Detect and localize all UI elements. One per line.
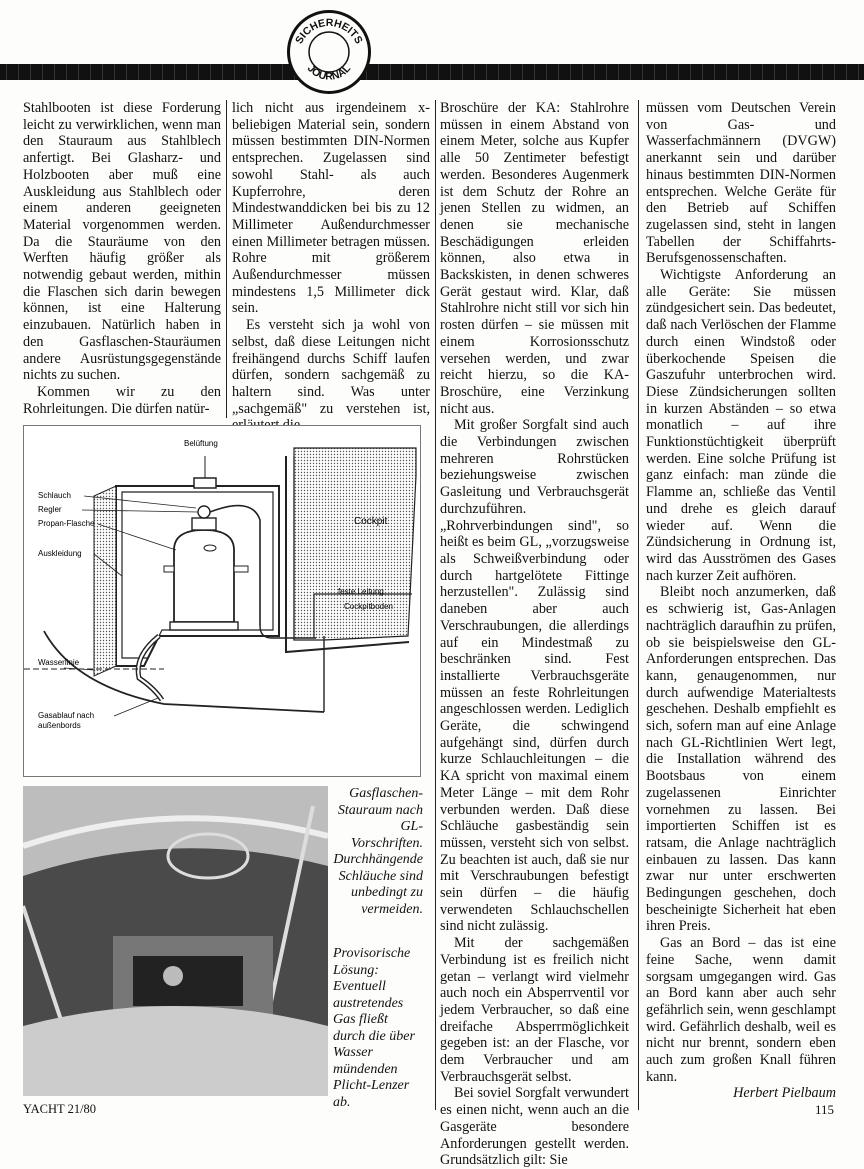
- cockpit-photo: [23, 786, 328, 1096]
- paragraph: Gas an Bord – das ist eine feine Sache, wenn damit sorgsam umgegangen wird. Gas an Bord kann aber auch sehr gefährlich sein, wenn geschlampt wird. Gefährlich deshalb, weil es nicht nur brennt, sondern eben auch zum großen Knall führen kann.: [646, 935, 836, 1085]
- paragraph: Wichtigste Anforderung an alle Geräte: Sie müssen zündgesichert sein. Das bedeutet, daß nach Verlöschen der Flamme durch einen Windstoß oder überkochende Speisen die Gaszufuhr unterbrochen wird. Diese Zündsicherungen sollten in kurzen Abständen – so etwa monatlich – auf ihre Funktionstüchtigkeit überprüft werden. Eine solche Prüfung ist ganz einfach: man zünde die Flamme an, schließe das Ventil und drehe es gleich darauf wieder auf. Wenn die Zündsicherung in Ordnung ist, wird das Ausströmen des Gases nach kurzer Zeit aufhören.: [646, 267, 836, 584]
- paragraph: müssen vom Deutschen Verein von Gas- und Wasserfachmännern (DVGW) anerkannt sein und darüber hinaus bestimmten DIN-Normen entsprechen. Welche Geräte für den Betrieb auf Schiffen zugelassen sind, steht in langen Tabellen der Schiffahrts-Berufsgenossenschaften.: [646, 100, 836, 267]
- label-gasablauf-1: Gasablauf nach: [38, 711, 95, 720]
- regulator-icon: [198, 506, 210, 518]
- sicherheits-journal-seal: [287, 10, 371, 94]
- author-signature: Herbert Pielbaum: [733, 1085, 836, 1102]
- label-gasablauf-2: außenbords: [38, 721, 81, 730]
- paragraph: Mit der sachgemäßen Verbindung ist es freilich nicht getan – verlangt wird vielmehr auch noch ein Absperrventil vor jedem Verbraucher, so daß eine dreifache Absperrmöglichkeit gegeben ist: an der Flasche, vor dem Verbraucher und am Verbrauchsgerät selbst.: [440, 935, 629, 1085]
- vent-icon: [194, 478, 216, 488]
- paragraph: Bei soviel Sorgfalt verwundert es einen nicht, wenn auch an die Gasgeräte besondere Anforderungen gestellt werden. Grundsätzlich gilt: Sie: [440, 1085, 629, 1169]
- column-4: [646, 100, 836, 1102]
- column-divider: [435, 100, 436, 1110]
- diagram-caption: Gasflaschen-Stauraum nach GL-Vorschriften. Durchhängende Schläuche sind unbedingt zu vermeiden.: [333, 786, 423, 917]
- label-wasserlinie: Wasserlinie: [38, 658, 80, 667]
- label-belueftung: Belüftung: [184, 439, 218, 448]
- label-feste-leitung: feste Leitung: [338, 587, 384, 596]
- paragraph: Es versteht sich ja wohl von selbst, daß diese Leitungen nicht freihängend durchs Schiff laufen dürfen, sondern sachgemäß zu haltern sind. Was unter „sachgemäß" zu verstehen ist,: [232, 317, 430, 417]
- paragraph: Broschüre der KA: Stahlrohre müssen in einem Abstand von einem Meter, solche aus Kupfer alle 50 Zentimeter befestigt werden. Besonderes Augenmerk ist dem Schutz der Rohre an jenen Stellen zu widmen, an denen sie mechanische Beschädigungen erleiden können, also etwa in Backskisten, in denen schweres Gerät gestaut wird. Klar, daß Stahlrohre nicht still vor sich hin rosten dürfen – sie müssen mit einem Korrosionsschutz versehen werden, und zwar reicht hierzu, so die KA-Broschüre, eine Verzinkung nicht aus.: [440, 100, 629, 417]
- column-divider: [638, 100, 639, 1110]
- label-regler: Regler: [38, 505, 62, 514]
- paragraph: Stahlbooten ist diese Forderung leicht zu verwirklichen, wenn man den Stauraum aus Stahlblech anfertigt. Bei Glasharz- und Holzbooten aber muß eine Auskleidung aus Stahlblech oder einem anderen geeigneten Material vorgenommen werden. Da die Stauräume von den Werften häufig größer als notwendig gebaut werden, mithin die Flaschen sich darin bewegen können, ist eine Halterung einzubauen. Natürlich haben in den Gasflaschen-Stauräumen andere Ausrüstungsgegenstände nichts zu suchen.: [23, 100, 221, 384]
- column-3: [440, 100, 629, 1169]
- cockpit-area: [294, 448, 416, 640]
- label-auskleidung: Auskleidung: [38, 549, 82, 558]
- footer-issue: YACHT 21/80: [23, 1102, 97, 1116]
- paragraph: lich nicht aus irgendeinem x-beliebigen Material sein, sondern müssen bestimmten DIN-Normen entsprechen. Zugelassen sind sowohl Stahl- als auch Kupferrohre, deren Mindestwanddicken bei bis zu 12 Millimeter Außendurchmesser einen Millimeter betragen müssen. Rohre mit größerem Außendurchmesser müssen mindestens 1,5 Millimeter dick sein.: [232, 100, 430, 317]
- paragraph: Kommen wir zu den Rohrleitungen. Die dürfen natür-: [23, 383, 221, 417]
- paragraph: Mit großer Sorgfalt sind auch die Verbindungen zwischen mehreren Rohrstücken beziehungsweise zwischen Gasleitung und Verbrauchsgerät durchzuführen. „Rohrverbindungen sind", so heißt es beim GL, „vorzugsweise als Schweißverbindung oder durch hartgelötete Fittinge herzustellen". Zulässig sind daneben aber auch Verschraubungen, die allerdings auf ein Mindestmaß zu beschränken sind. Fest installierte Verbrauchsgeräte müssen an feste Rohrleitungen angeschlossen werden. Lediglich Geräte, die schwingend aufgehängt sind, dürfen durch kurze Schlauchleitungen – die KA spricht von maximal einem Meter Länge – mit dem Rohr verbunden werden. Daß diese Schläuche gasbeständig sein müssen, versteht sich von selbst. Zu beachten ist auch, daß sie nur mit Verschraubungen befestigt sein dürfen – die häufig verwendeten Schlauchschellen sind nicht zulässig.: [440, 417, 629, 935]
- propane-bottle-icon: [174, 530, 234, 622]
- gas-locker-diagram: [23, 425, 421, 777]
- photo-caption: Provisorische Lösung: Eventuell austretendes Gas fließt durch die über Wasser mündenden Plicht-Lenzer ab.: [333, 946, 415, 1110]
- seal-top-text: SICHERHEITS: [293, 16, 365, 46]
- header-bar: [0, 64, 864, 80]
- page-number: 115: [814, 1102, 834, 1117]
- label-cockpitboden: Cockpitboden: [344, 602, 393, 611]
- label-propan: Propan-Flasche: [38, 519, 95, 528]
- paragraph: Bleibt noch anzumerken, daß es schwierig ist, Gas-Anlagen nachträglich daraufhin zu prüfen, ob sie beispielsweise den GL-Anforderungen entsprechen. Das kann, genaugenommen, nur durch aufwendige Materialtests geschehen. Deshalb empfiehlt es sich, sofern man auf eine Anlage nach GL-Richtlinien Wert legt, die Installation während des Bootsbaus von einem zugelassenen Einrichter vornehmen zu lassen. Bei importierten Schiffen ist es ratsam, die Anlage nachträglich einbauen zu lassen. Das kann zwar nur unter erschwerten Bedingungen geschehen, doch bescheinigte Sicherheit hat eben ihren Preis.: [646, 584, 836, 935]
- column-2: [232, 100, 430, 434]
- seal-bottom-text: JOURNAL: [304, 62, 354, 83]
- label-schlauch: Schlauch: [38, 491, 71, 500]
- column-divider: [226, 100, 227, 418]
- column-1: [23, 100, 221, 417]
- label-cockpit: Cockpit: [354, 516, 388, 527]
